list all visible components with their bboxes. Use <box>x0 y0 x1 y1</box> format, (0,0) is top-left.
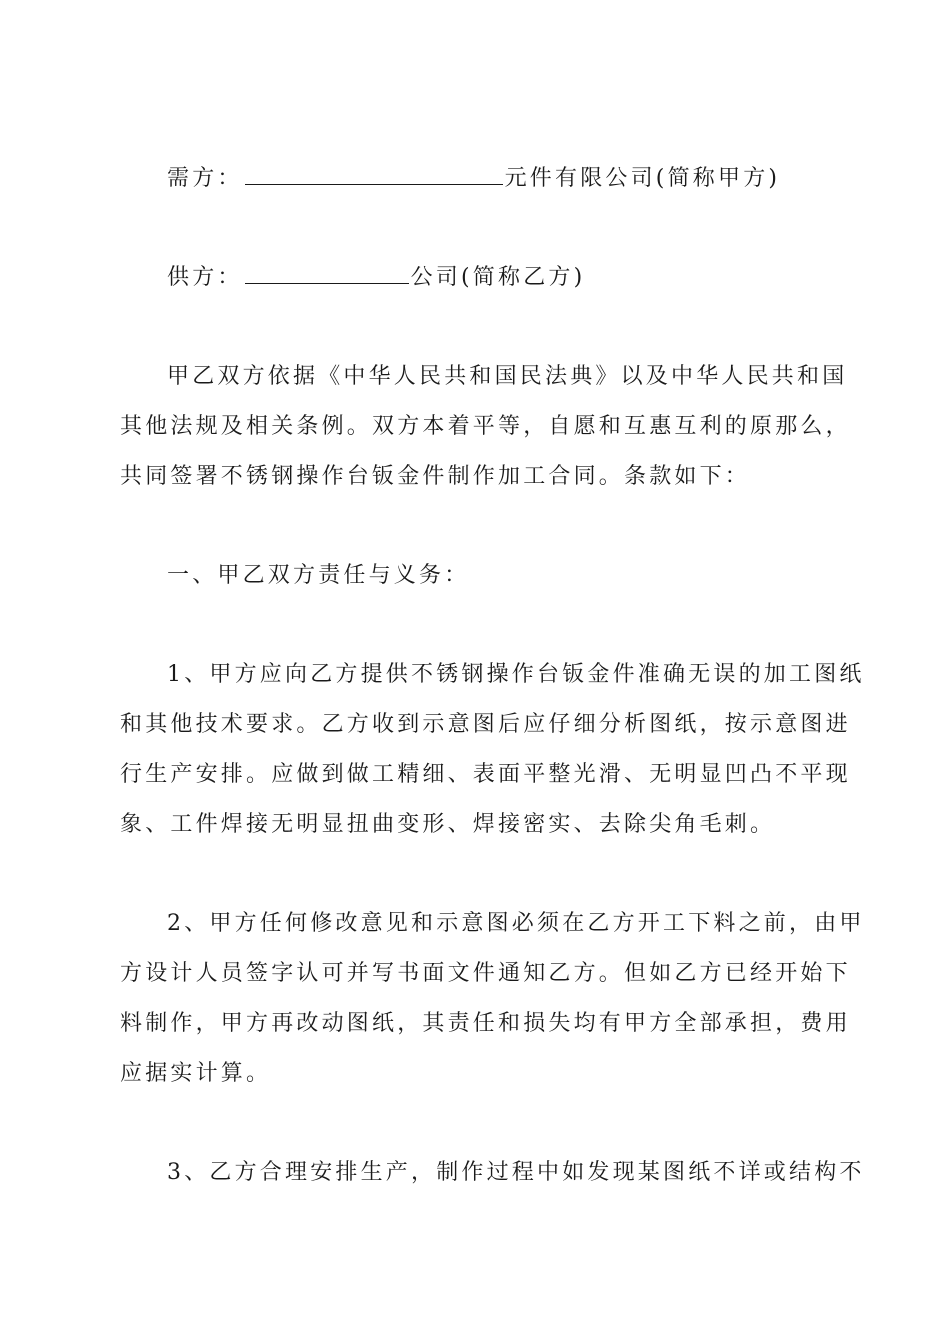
clause2-line-4: 应据实计算。 <box>120 1061 272 1086</box>
supplier-line <box>167 261 585 293</box>
clause2-line-1: 2、甲方任何修改意见和示意图必须在乙方开工下料之前，由甲 <box>167 911 865 936</box>
clause1-line-2: 和其他技术要求。乙方收到示意图后应仔细分析图纸，按示意图进 <box>120 712 851 737</box>
clause2-line-2: 方设计人员签字认可并写书面文件通知乙方。但如乙方已经开始下 <box>120 961 851 986</box>
clause3-line-1: 3、乙方合理安排生产，制作过程中如发现某图纸不详或结构不 <box>167 1160 865 1185</box>
intro-line-2: 其他法规及相关条例。双方本着平等，自愿和互惠互利的原那么， <box>120 414 851 439</box>
supplier-label: 供方： <box>167 265 243 290</box>
intro-line-1: 甲乙双方依据《中华人民共和国民法典》以及中华人民共和国 <box>167 364 848 389</box>
buyer-name-blank <box>245 162 503 185</box>
section1-heading: 一、甲乙双方责任与义务： <box>167 563 470 588</box>
supplier-suffix: 公司(简称乙方) <box>410 265 586 290</box>
clause1-line-1: 1、甲方应向乙方提供不锈钢操作台钣金件准确无误的加工图纸 <box>167 662 865 687</box>
intro-line-3: 共同签署不锈钢操作台钣金件制作加工合同。条款如下： <box>120 464 751 489</box>
supplier-name-blank <box>245 261 409 284</box>
clause2-line-3: 料制作，甲方再改动图纸，其责任和损失均有甲方全部承担，费用 <box>120 1011 851 1036</box>
buyer-label: 需方： <box>167 166 243 191</box>
buyer-line <box>167 162 780 194</box>
clause1-line-3: 行生产安排。应做到做工精细、表面平整光滑、无明显凹凸不平现 <box>120 762 851 787</box>
buyer-suffix: 元件有限公司(简称甲方) <box>504 166 781 191</box>
clause1-line-4: 象、工件焊接无明显扭曲变形、焊接密实、去除尖角毛刺。 <box>120 812 776 837</box>
